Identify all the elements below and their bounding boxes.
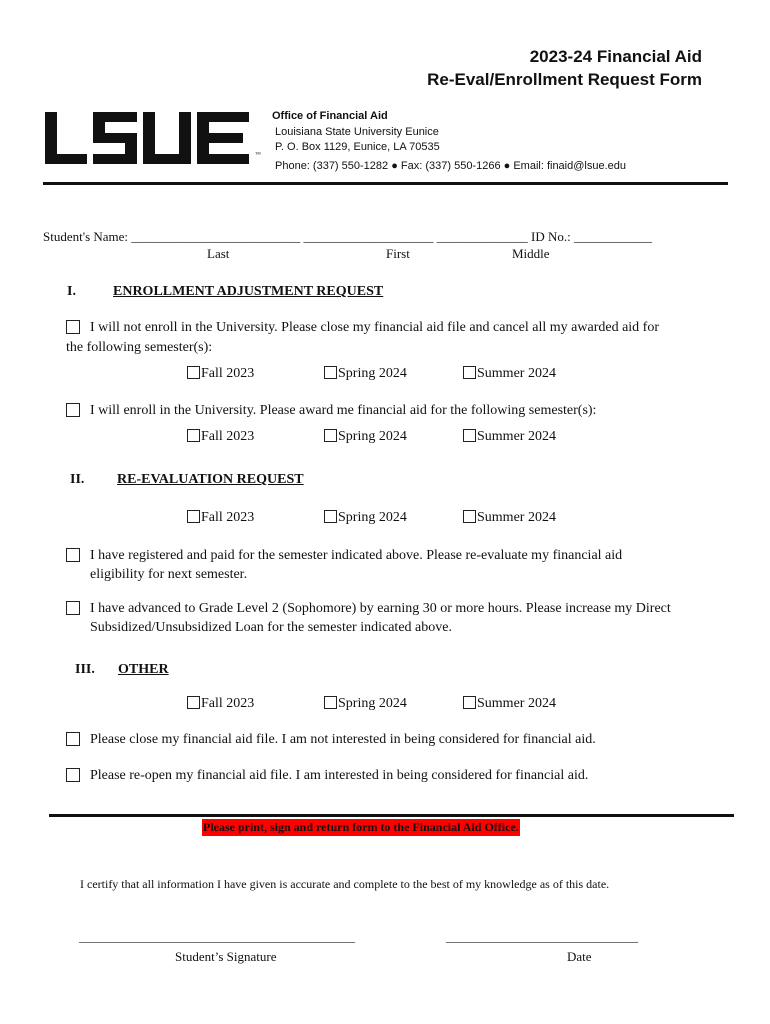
s1a-fall-option[interactable] — [187, 366, 254, 382]
s1a-summer-option[interactable] — [463, 366, 556, 382]
middle-name-label: Middle — [512, 246, 550, 261]
s1b-spring-label: Spring 2024 — [338, 429, 407, 444]
registered-paid-checkbox[interactable] — [66, 548, 80, 562]
signature-label: Student’s Signature — [175, 949, 277, 964]
close-file-text: Please close my financial aid file. I am not interested in being considered for financial aid. — [90, 732, 596, 747]
s1a-summer-checkbox[interactable] — [463, 366, 476, 379]
s2-spring-option[interactable] — [324, 510, 407, 526]
s2-summer-option[interactable] — [463, 510, 556, 526]
s3-spring-label: Spring 2024 — [338, 696, 407, 711]
first-name-label: First — [386, 246, 410, 261]
s2-spring-label: Spring 2024 — [338, 510, 407, 525]
enroll-text: I will enroll in the University. Please award me financial aid for the following semester(s): — [90, 403, 597, 418]
section-2-number: II. — [70, 472, 85, 487]
section-3-heading: OTHER — [118, 662, 169, 677]
not-enroll-text-line1: I will not enroll in the University. Please close my financial aid file and cancel all my awarded aid for — [90, 320, 660, 335]
header-divider — [43, 182, 728, 185]
trademark-mark: ™ — [255, 152, 261, 158]
reopen-file-text: Please re-open my financial aid file. I am interested in being considered for financial aid. — [90, 768, 589, 783]
office-address: P. O. Box 1129, Eunice, LA 70535 — [275, 141, 440, 153]
last-name-label: Last — [207, 246, 230, 261]
enroll-checkbox[interactable] — [66, 403, 80, 417]
s3-summer-label: Summer 2024 — [477, 696, 556, 711]
s3-summer-checkbox[interactable] — [463, 696, 476, 709]
s1b-fall-checkbox[interactable] — [187, 429, 200, 442]
registered-paid-text-line1: I have registered and paid for the semester indicated above. Please re-evaluate my financial aid — [90, 548, 623, 563]
grade-level-text-line1: I have advanced to Grade Level 2 (Sophomore) by earning 30 or more hours. Please increase my Direct — [90, 601, 671, 616]
s3-spring-checkbox[interactable] — [324, 696, 337, 709]
close-file-checkbox[interactable] — [66, 732, 80, 746]
s1b-summer-checkbox[interactable] — [463, 429, 476, 442]
not-enroll-checkbox[interactable] — [66, 320, 80, 334]
s2-summer-checkbox[interactable] — [463, 510, 476, 523]
grade-level-text-line2: Subsidized/Unsubsidized Loan for the semester indicated above. — [90, 620, 452, 635]
lsue-logo — [43, 110, 255, 166]
s1b-spring-option[interactable] — [324, 429, 407, 445]
s2-fall-label: Fall 2023 — [201, 510, 255, 525]
s1a-spring-label: Spring 2024 — [338, 366, 407, 381]
section-1-heading: ENROLLMENT ADJUSTMENT REQUEST — [113, 284, 384, 299]
form-title-line1: 2023-24 Financial Aid — [529, 47, 702, 66]
s3-fall-checkbox[interactable] — [187, 696, 200, 709]
not-enroll-text-line2: the following semester(s): — [66, 340, 213, 355]
footer-divider — [49, 814, 734, 817]
university-name: Louisiana State University Eunice — [275, 126, 439, 138]
s1a-summer-label: Summer 2024 — [477, 366, 556, 381]
form-title-line2: Re-Eval/Enrollment Request Form — [427, 70, 702, 89]
grade-level-checkbox[interactable] — [66, 601, 80, 615]
s1b-summer-label: Summer 2024 — [477, 429, 556, 444]
registered-paid-text-line2: eligibility for next semester. — [90, 567, 248, 582]
s1b-spring-checkbox[interactable] — [324, 429, 337, 442]
date-label: Date — [567, 949, 592, 964]
section-3-number: III. — [75, 662, 95, 677]
date-line[interactable]: ________________________________ — [446, 930, 638, 944]
s3-summer-option[interactable] — [463, 696, 556, 712]
section-2-heading: RE-EVALUATION REQUEST — [117, 472, 304, 487]
s2-summer-label: Summer 2024 — [477, 510, 556, 525]
section-1-number: I. — [67, 284, 76, 299]
s1a-spring-checkbox[interactable] — [324, 366, 337, 379]
office-name: Office of Financial Aid — [272, 110, 388, 122]
student-name-field[interactable]: Student's Name: __________________________ ____________________ ______________ ID No.: ____________ — [43, 229, 652, 244]
certification-statement: I certify that all information I have given is accurate and complete to the best of my knowledge as of this date. — [80, 877, 610, 891]
s3-spring-option[interactable] — [324, 696, 407, 712]
signature-line[interactable]: ______________________________________________ — [79, 930, 355, 944]
s2-fall-checkbox[interactable] — [187, 510, 200, 523]
s2-spring-checkbox[interactable] — [324, 510, 337, 523]
s1b-fall-label: Fall 2023 — [201, 429, 255, 444]
s1a-spring-option[interactable] — [324, 366, 407, 382]
s1a-fall-label: Fall 2023 — [201, 366, 255, 381]
s1b-fall-option[interactable] — [187, 429, 254, 445]
s1a-fall-checkbox[interactable] — [187, 366, 200, 379]
s3-fall-label: Fall 2023 — [201, 696, 255, 711]
s2-fall-option[interactable] — [187, 510, 254, 526]
return-form-banner: Please print, sign and return form to the Financial Aid Office. — [203, 820, 519, 834]
s3-fall-option[interactable] — [187, 696, 254, 712]
reopen-file-checkbox[interactable] — [66, 768, 80, 782]
office-contact: Phone: (337) 550-1282 ● Fax: (337) 550-1266 ● Email: finaid@lsue.edu — [275, 160, 626, 172]
s1b-summer-option[interactable] — [463, 429, 556, 445]
